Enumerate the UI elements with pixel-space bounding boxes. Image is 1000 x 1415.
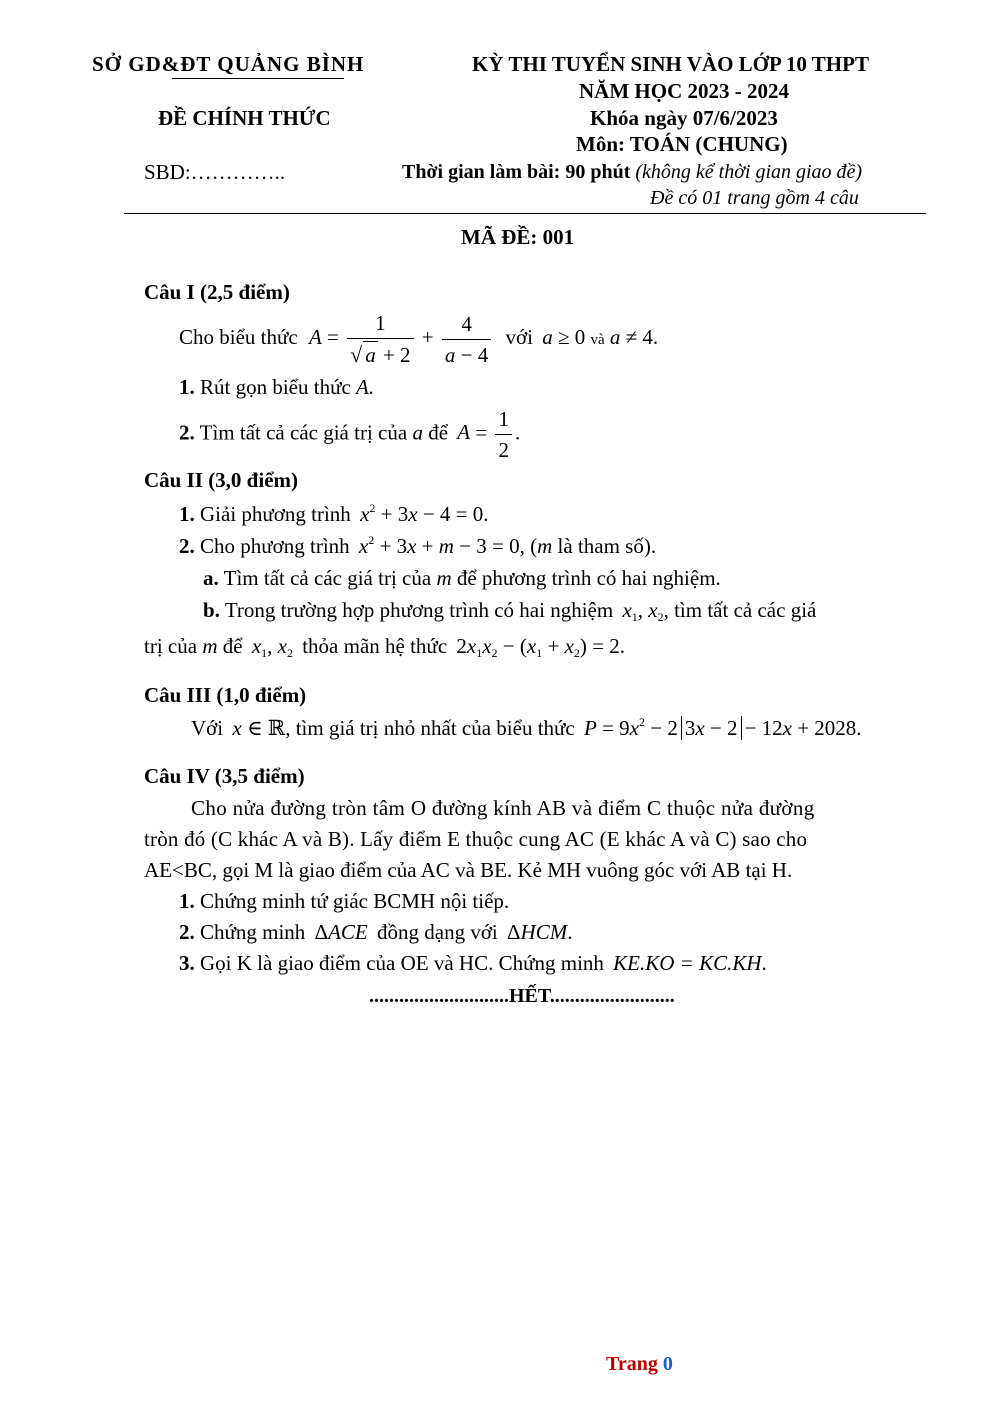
subject: Môn: TOÁN (CHUNG): [576, 132, 788, 156]
q1-and: và: [590, 331, 605, 348]
q2-part-b-line2: trị của m để $x_1$, $x_2$ thỏa mãn hệ thức $2x_1x_2 - (x_1 + x_2) = 2$.: [144, 634, 625, 660]
exam-code: MÃ ĐỀ: 001: [461, 225, 575, 249]
q3-title: Câu III (1,0 điểm): [144, 683, 307, 707]
q2-part-b-line1: b. Trong trường hợp phương trình có hai nghiệm $x_1$, $x_2$, tìm tất cả các giá: [203, 598, 817, 624]
q1-with: với: [505, 324, 533, 349]
q4-part3: 3. Gọi K là giao điểm của OE và HC. Chứng minh KE.KO = KC.KH.: [179, 951, 767, 975]
q1-expression-line: Cho biểu thức A = $\frac{1}{√ a + 2}$ + $\frac{4}{a - 4}$ với a ≥ 0 và a ≠ 4.: [179, 311, 659, 367]
page-footer: [606, 1353, 673, 1376]
page-note: Đề có 01 trang gồm 4 câu: [650, 187, 859, 209]
org-name: SỞ GD&ĐT QUẢNG BÌNH: [92, 52, 365, 76]
q2-title: Câu II (3,0 điểm): [144, 468, 299, 492]
candidate-number: SBD:…………..: [144, 160, 286, 184]
page-label: Trang: [606, 1353, 658, 1375]
q1-fraction-2: $\frac{4}{a - 4}$: [442, 311, 491, 368]
time-note: (không kể thời gian giao đề): [635, 161, 863, 183]
q3-body: Với x ∈ ℝ, tìm giá trị nhỏ nhất của biểu thức $P = 9x^2 - 2$ 3x − 2 − 12x + 2028.: [191, 715, 862, 740]
q4-para-line2: tròn đó (C khác A và B). Lấy điểm E thuộc cung AC (E khác A và C) sao cho: [144, 827, 808, 851]
q4-para-line1: Cho nửa đường tròn tâm O đường kính AB và điểm C thuộc nửa đường: [191, 796, 815, 820]
q4-para-line3: AE<BC, gọi M là giao điểm của AC và BE. Kẻ MH vuông góc với AB tại H.: [144, 858, 793, 882]
q1-part1: 1. Rút gọn biểu thức A.: [179, 375, 375, 399]
org-underline: [172, 78, 344, 79]
q2-part2: 2. Cho phương trình $x^2 + 3x + m - 3 = 0$, (m là tham số).: [179, 533, 657, 558]
q4-part1: 1. Chứng minh tứ giác BCMH nội tiếp.: [179, 889, 510, 913]
q2-part-a: a. Tìm tất cả các giá trị của m để phương trình có hai nghiệm.: [203, 566, 721, 590]
school-year: NĂM HỌC 2023 - 2024: [579, 79, 789, 103]
q1-title: Câu I (2,5 điểm): [144, 280, 290, 304]
end-marker: ............................HẾT.........................: [369, 985, 675, 1007]
page-number: 0: [662, 1353, 673, 1375]
official-label: ĐỀ CHÍNH THỨC: [158, 106, 331, 130]
header-divider: [124, 213, 926, 214]
time-label: Thời gian làm bài: 90 phút: [402, 161, 631, 183]
q1-half-fraction: $\frac{1}{2}$: [495, 406, 512, 463]
q4-part2: 2. Chứng minh ΔACE đồng dạng với ΔHCM.: [179, 920, 573, 944]
q2-part1: 1. Giải phương trình $x^2 + 3x - 4 = 0$.: [179, 501, 489, 526]
q1-fraction-1: $\frac{1}{√ a + 2}$: [347, 310, 413, 368]
exam-date: Khóa ngày 07/6/2023: [590, 106, 778, 130]
q1-intro: Cho biểu thức: [179, 324, 298, 349]
exam-title: KỲ THI TUYỂN SINH VÀO LỚP 10 THPT: [472, 52, 869, 76]
time-allowed: [402, 161, 862, 184]
q4-title: Câu IV (3,5 điểm): [144, 764, 305, 788]
q1-part2: 2. Tìm tất cả các giá trị của a để A = $\frac{1}{2}$ .: [179, 407, 521, 462]
